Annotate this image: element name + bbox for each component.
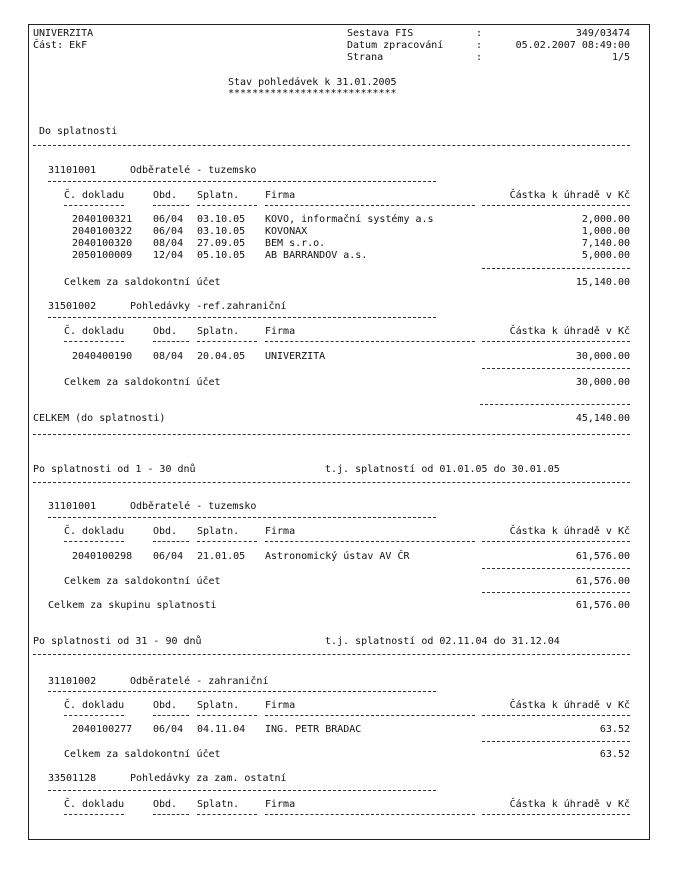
col-due: Splatn. (197, 190, 240, 201)
period: 12/04 (153, 250, 184, 261)
period: 06/04 (153, 724, 184, 735)
due-date: 27.09.05 (197, 238, 246, 249)
account-name: Odběratelé - tuzemsko (130, 165, 257, 176)
col-period: Obd. (153, 799, 178, 810)
firm: UNIVERZITA (265, 351, 326, 362)
firm: AB BARRANDOV a.s. (265, 250, 368, 261)
amount: 1,000.00 (581, 226, 630, 237)
col-doc: Č. dokladu (64, 190, 125, 201)
amount: 5,000.00 (581, 250, 630, 261)
firm: KOVONAX (265, 226, 308, 237)
account-name: Odběratelé - tuzemsko (130, 501, 257, 512)
col-amount: Částka k úhradě v Kč (509, 326, 630, 337)
account-total: 15,140.00 (575, 277, 630, 288)
colon: : (476, 28, 483, 39)
report-label: Sestava FIS (347, 28, 414, 39)
col-amount: Částka k úhradě v Kč (509, 526, 630, 537)
account-total-label: Celkem za saldokontní účet (64, 277, 221, 288)
col-due: Splatn. (197, 700, 240, 711)
period: 08/04 (153, 238, 184, 249)
report-title: Stav pohledávek k 31.01.2005 (228, 77, 397, 88)
col-doc: Č. dokladu (64, 700, 125, 711)
col-amount: Částka k úhradě v Kč (509, 700, 630, 711)
col-due: Splatn. (197, 799, 240, 810)
due-date: 03.10.05 (197, 214, 246, 225)
firm: KOVO, informační systémy a.s (265, 214, 434, 225)
section-title: Do splatnosti (39, 126, 118, 137)
account-name: Odběratelé - zahraniční (130, 676, 269, 687)
due-date: 20.04.05 (197, 351, 246, 362)
amount: 63.52 (599, 724, 630, 735)
amount: 2,000.00 (581, 214, 630, 225)
col-period: Obd. (153, 526, 178, 537)
amount: 61,576.00 (575, 551, 630, 562)
period: 06/04 (153, 226, 184, 237)
account-total: 30,000.00 (575, 377, 630, 388)
account-name: Pohledávky za zam. ostatní (130, 773, 287, 784)
section-range: t.j. splatností od 01.01.05 do 30.01.05 (325, 464, 560, 475)
account-total: 61,576.00 (575, 576, 630, 587)
group-total: 61,576.00 (575, 600, 630, 611)
org-name: UNIVERZITA (33, 28, 94, 39)
period: 08/04 (153, 351, 184, 362)
col-firm: Firma (265, 526, 296, 537)
account-number: 31501002 (48, 301, 97, 312)
doc-number: 2050100009 (72, 250, 133, 261)
account-number: 33501128 (48, 773, 97, 784)
doc-number: 2040100277 (72, 724, 133, 735)
firm: BEM s.r.o. (265, 238, 326, 249)
report-number: 349/03474 (575, 28, 630, 39)
col-firm: Firma (265, 326, 296, 337)
account-name: Pohledávky -ref.zahraniční (130, 301, 287, 312)
due-date: 04.11.04 (197, 724, 246, 735)
section-title: Po splatnosti od 1 - 30 dnů (33, 464, 196, 475)
due-date: 21.01.05 (197, 551, 246, 562)
date-label: Datum zpracování (347, 40, 444, 51)
account-number: 31101002 (48, 676, 97, 687)
col-amount: Částka k úhradě v Kč (509, 799, 630, 810)
col-amount: Částka k úhradě v Kč (509, 190, 630, 201)
col-firm: Firma (265, 190, 296, 201)
due-date: 03.10.05 (197, 226, 246, 237)
col-doc: Č. dokladu (64, 526, 125, 537)
doc-number: 2040100320 (72, 238, 133, 249)
doc-number: 2040400190 (72, 351, 133, 362)
account-total-label: Celkem za saldokontní účet (64, 377, 221, 388)
doc-number: 2040100298 (72, 551, 133, 562)
col-doc: Č. dokladu (64, 326, 125, 337)
account-total-label: Celkem za saldokontní účet (64, 749, 221, 760)
section-title: Po splatnosti od 31 - 90 dnů (33, 636, 202, 647)
col-period: Obd. (153, 700, 178, 711)
doc-number: 2040100321 (72, 214, 133, 225)
firm: ING. PETR BRADAC (265, 724, 362, 735)
page-number: 1/5 (611, 52, 630, 63)
due-date: 05.10.05 (197, 250, 246, 261)
colon: : (476, 52, 483, 63)
doc-number: 2040100322 (72, 226, 133, 237)
section-rule (33, 145, 630, 146)
processed-datetime: 05.02.2007 08:49:00 (515, 40, 630, 51)
col-period: Obd. (153, 190, 178, 201)
account-number: 31101001 (48, 165, 97, 176)
colon: : (476, 40, 483, 51)
col-period: Obd. (153, 326, 178, 337)
group-total-label: Celkem za skupinu splatnosti (48, 600, 217, 611)
amount: 7,140.00 (581, 238, 630, 249)
title-underline: **************************** (228, 88, 397, 99)
page-label: Strana (347, 52, 384, 63)
section-total: 45,140.00 (575, 413, 630, 424)
report-frame (28, 24, 650, 840)
section-range: t.j. splatností od 02.11.04 do 31.12.04 (325, 636, 560, 647)
section-total-label: CELKEM (do splatnosti) (33, 413, 166, 424)
org-part: Část: EkF (33, 40, 88, 51)
amount: 30,000.00 (575, 351, 630, 362)
period: 06/04 (153, 214, 184, 225)
account-number: 31101001 (48, 501, 97, 512)
account-total: 63.52 (599, 749, 630, 760)
period: 06/04 (153, 551, 184, 562)
col-firm: Firma (265, 700, 296, 711)
col-due: Splatn. (197, 526, 240, 537)
col-firm: Firma (265, 799, 296, 810)
col-due: Splatn. (197, 326, 240, 337)
account-total-label: Celkem za saldokontní účet (64, 576, 221, 587)
col-doc: Č. dokladu (64, 799, 125, 810)
firm: Astronomický ústav AV ČR (265, 551, 410, 562)
account-rule (48, 181, 436, 182)
